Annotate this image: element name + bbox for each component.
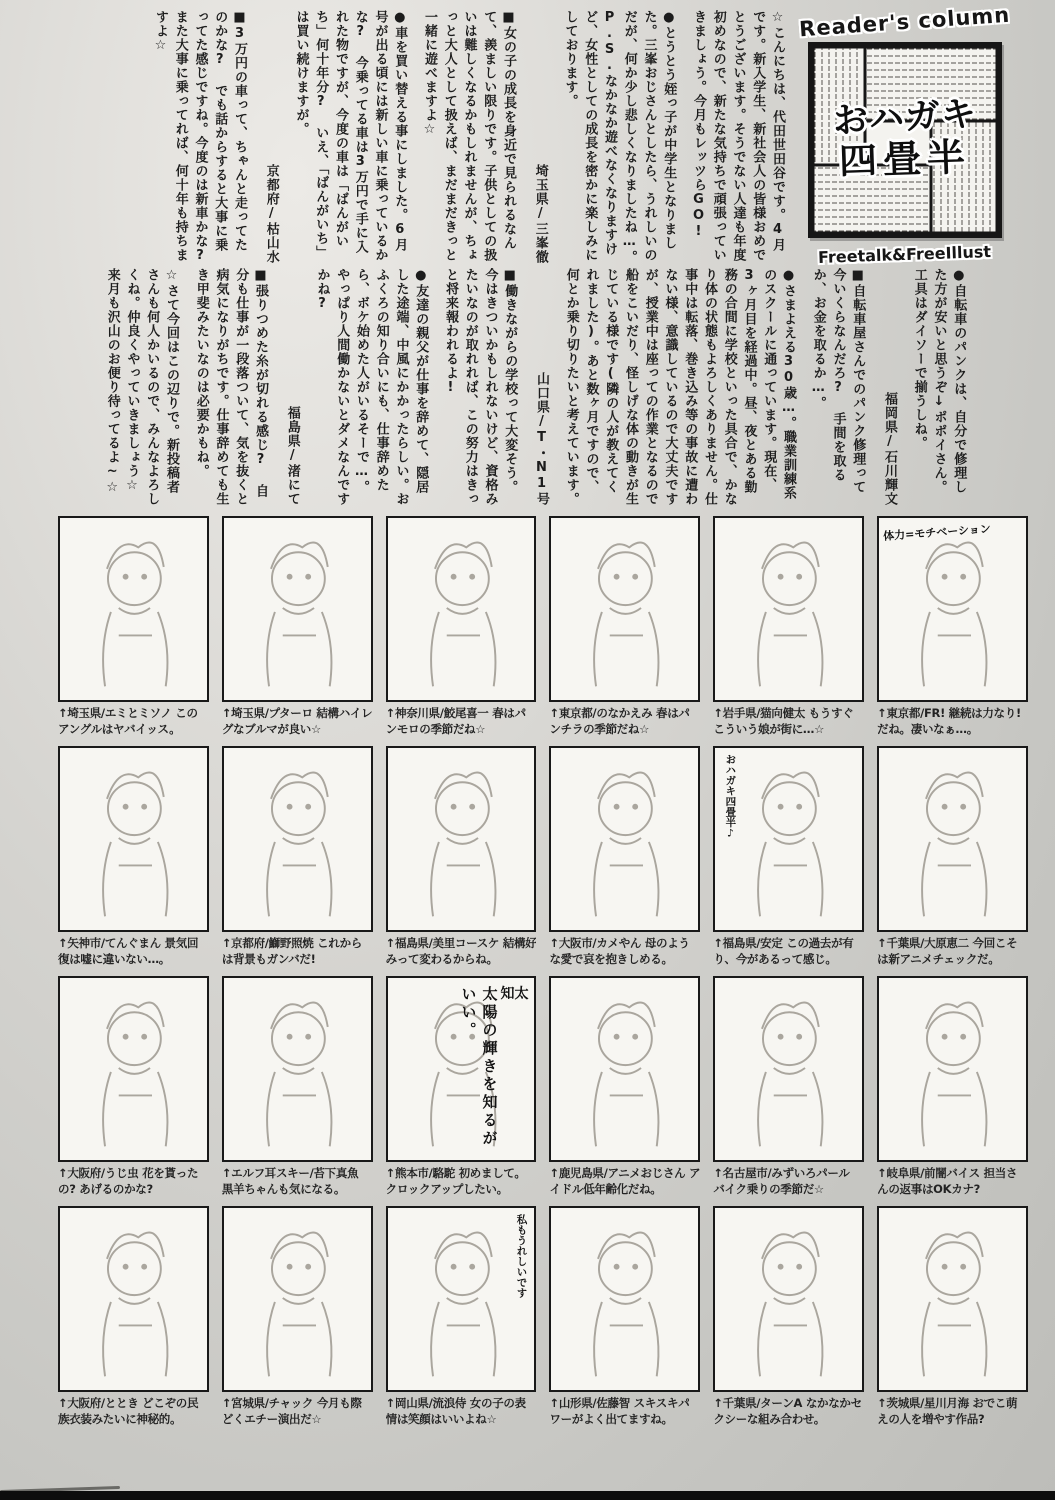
page-edge-bar (0, 1491, 1055, 1500)
panel-caption: ↑岐阜県/前闇バイス 担当さんの返事はOKカナ? (877, 1166, 1018, 1197)
gallery-row-3 (58, 976, 1028, 1199)
gallery-cell (58, 516, 209, 739)
fan-art-panel (877, 516, 1028, 702)
panel-caption: ↑エルフ耳スキー/苔下真魚 黒羊ちゃんも気になる。 (221, 1166, 359, 1197)
reader-letter: ●とうとう姪っ子が中学生となりました。三峯おじさんとしたら、うれしいのだが、何か少し悲しくなりましたね…。P.S.なかなか遊べなくなりますけど、女性としての成長を密かに楽しみにしております。 (562, 10, 677, 264)
panel-caption: ↑京都府/鰤野照焼 これからは背景もガンバだ! (221, 936, 362, 967)
fan-art-panel (713, 746, 864, 932)
editor-reply: ■働きながらの学校って大変そう。今はきついかもしれないけど、資格みたいなのが取れれば、この努力はきっと将来報われるよ! (443, 268, 518, 506)
gallery-cell (386, 976, 537, 1199)
handwritten-note: おハガキ四畳半♪ (724, 754, 737, 840)
fan-art-panel (549, 746, 700, 932)
panel-caption: ↑大阪府/うじ虫 花を貰ったの? あげるのかな? (58, 1166, 199, 1197)
gallery-cell (58, 746, 209, 969)
gallery-cell (713, 516, 864, 739)
editor-reply: ■3万円の車って、ちゃんと走ってたのかな? でも話からすると大事に乗ってた感じですね。今度のは新車かな? また大事に乗ってれば、何十年も持ちますよ☆ (153, 10, 247, 264)
gallery-cell (386, 1206, 537, 1429)
illustration-placeholder (715, 978, 862, 1160)
illustration-placeholder (224, 978, 371, 1160)
panel-caption: ↑名古屋市/みずいろパール バイク乗りの季節だ☆ (713, 1166, 850, 1197)
gallery-cell (877, 976, 1028, 1199)
fan-art-panel (713, 516, 864, 702)
illustration-placeholder (60, 1208, 207, 1390)
gallery-cell (549, 976, 700, 1199)
gallery-row-1 (58, 516, 1028, 739)
letter-attribution: 京都府/枯山水 (263, 164, 279, 264)
fan-art-panel (222, 746, 373, 932)
panel-caption: ↑岩手県/猫向健太 もうすぐこういう娘が街に…☆ (713, 706, 854, 737)
illustration-placeholder (551, 1208, 698, 1390)
letter-attribution: 福島県/渚にて (284, 406, 300, 506)
gallery-row-4 (58, 1206, 1028, 1429)
fan-art-panel (877, 746, 1028, 932)
editor-reply: ■張りつめた糸が切れる感じ? 自分も仕事が一段落ついて、気を抜くと病気になりがちです。仕事辞めても生き甲斐みたいなのは必要かもね。 (193, 268, 268, 506)
editor-closing: ☆さて今回はこの辺りで。新投稿者さんも何人かいるので、みんなよろしくね。仲良くやっていきましょう☆ 来月も沢山のお便り待ってるよ~☆ (104, 268, 179, 506)
panel-caption: ↑埼玉県/エミとミソノ このアングルはヤバイッス。 (58, 706, 198, 737)
gallery-cell (58, 976, 209, 1199)
fan-art-panel (386, 516, 537, 702)
illustration-placeholder (551, 518, 698, 700)
panel-caption: ↑山形県/佐藤智 スキスキパワーがよく出てますね。 (549, 1396, 690, 1427)
fan-art-panel (877, 1206, 1028, 1392)
reader-letter: ●車を買い替える事にしました。6月号が出る頃には新しい車に乗っているかな? 今乗ってる車は3万円で手に入れた物ですが、今度の車は「ばんがいち」何十年分? いえ、「ばんがいち」は買い続けますが。 (293, 10, 408, 262)
gallery-cell (222, 516, 373, 739)
gallery-cell (713, 1206, 864, 1429)
illustration-placeholder (60, 748, 207, 930)
fan-art-panel (58, 746, 209, 932)
illustration-placeholder (715, 518, 862, 700)
handwritten-note: 私もうれしいです (515, 1214, 528, 1298)
gallery-cell (713, 976, 864, 1199)
illustration-placeholder (388, 518, 535, 700)
fan-art-panel (386, 1206, 537, 1392)
fan-art-panel (713, 976, 864, 1162)
fan-art-panel (58, 1206, 209, 1392)
panel-caption: ↑宮城県/チャック 今月も際どくエチー演出だ☆ (221, 1396, 362, 1427)
fan-art-panel (549, 1206, 700, 1392)
fan-art-panel (58, 516, 209, 702)
reader-letters-band-2 (92, 268, 968, 506)
fan-art-panel (713, 1206, 864, 1392)
fan-art-panel (222, 1206, 373, 1392)
column-title-line2: 四畳半 (838, 135, 972, 184)
illustration-placeholder (879, 748, 1026, 930)
fan-art-panel (386, 746, 537, 932)
illustration-placeholder (551, 978, 698, 1160)
letter-attribution: 埼玉県/三峯徹 (532, 164, 548, 264)
panel-caption: ↑岡山県/流浪侍 女の子の表情は笑顔はいいよね☆ (385, 1396, 526, 1427)
illustration-placeholder (60, 978, 207, 1160)
panel-caption: ↑福島県/美里コースケ 結構好みって変わるからね。 (385, 936, 537, 967)
editor-reply: ■女の子の成長を身近で見られるなんて、羨ましい限りです。子供としての扱いは難しくなるかもしれませんが、ちょっと大人として扱えば、まだまだきっと一緒に遊べますよ☆ (422, 10, 516, 262)
panel-caption: ↑福島県/安定 この過去が有り、今があるって感じ。 (713, 936, 854, 967)
reader-letter: ●自転車のパンクは、自分で修理した方が安いと思うぞ↓ポポイさん。工具はダイソーで揃うしね。 (911, 268, 967, 494)
gallery-cell (877, 516, 1028, 739)
illustration-placeholder (224, 518, 371, 700)
gallery-cell (713, 746, 864, 969)
panel-caption: ↑東京都/のなかえみ 春はパンチラの季節だね☆ (549, 706, 690, 737)
editor-reply: ■自転車屋さんでのパンク修理って今いくらなんだろ? 手間を取るか、お金を取るか…。 (810, 268, 866, 494)
reader-letter: ●友達の親父が仕事を辞めて、隠居した途端、中風にかかったらしい。おふくろの知り合いにも、仕事辞めたら、ボケ始めた人がいるそーで…。やっぱり人間働かないとダメなんですかね? (314, 268, 429, 506)
letter-attribution: 福岡県/石川輝文 (882, 392, 897, 506)
panel-caption: ↑神奈川県/鮫尾喜一 春はパンモロの季節だね☆ (385, 706, 526, 737)
illustration-placeholder (388, 748, 535, 930)
fan-art-panel (58, 976, 209, 1162)
fan-art-panel (222, 976, 373, 1162)
column-title (813, 47, 997, 233)
gallery-row-2 (58, 746, 1028, 969)
fan-art-gallery (0, 506, 1055, 1429)
panel-caption: ↑大阪市/カメやん 母のような愛で哀を抱きしめる。 (549, 936, 690, 967)
gallery-cell (549, 516, 700, 739)
ohagaki-title-box (808, 42, 1002, 238)
illustration-placeholder (224, 1208, 371, 1390)
panel-caption: ↑千葉県/大原恵二 今回こそは新アニメチェックだ。 (877, 936, 1018, 967)
panel-caption: ↑千葉県/ターンA なかなかセクシーな組み合わせ。 (713, 1396, 862, 1427)
fan-art-panel (549, 516, 700, 702)
fan-art-panel (549, 976, 700, 1162)
letter-attribution: 山口県/T・N1号 (534, 372, 549, 506)
illustration-placeholder (715, 1208, 862, 1390)
gallery-cell (549, 746, 700, 969)
gallery-cell (549, 1206, 700, 1429)
panel-caption: ↑大阪府/ととき どこぞの民族衣装みたいに神秘的。 (58, 1396, 199, 1427)
illustration-placeholder (388, 1208, 535, 1390)
gallery-cell (222, 976, 373, 1199)
panel-caption: ↑熊本市/駱駝 初めまして。クロックアップしたい。 (385, 1166, 526, 1197)
column-header (798, 2, 1012, 268)
reader-letter: ☆こんにちは、代田世田谷です。4月です。新入学生、新社会人の皆様おめでとうございます。そうでない人達も年度初めなので、新たな気持ちで頑張っていきましょう。今月もレッツらGO! (691, 10, 785, 262)
handwritten-note: 知太 (500, 986, 529, 1002)
gallery-cell (58, 1206, 209, 1429)
column-title-line1: おハガキ (832, 93, 978, 142)
gallery-cell (386, 746, 537, 969)
panel-caption: ↑矢神市/てんぐまん 景気回復は嘘に違いない…。 (58, 936, 199, 967)
illustration-placeholder (224, 748, 371, 930)
panel-caption: ↑埼玉県/プターロ 結構ハイレグなブルマが良い☆ (221, 706, 373, 737)
handwritten-quote: 太陽の輝きを知るがいい。 (459, 986, 499, 1148)
panel-caption: ↑東京都/FR! 継続は力なり! だね。凄いなぁ…。 (877, 706, 1021, 737)
panel-caption: ↑茨城県/星川月海 おでこ萌えの人を増やす作品? (877, 1396, 1018, 1427)
illustration-placeholder (551, 748, 698, 930)
top-letters-row (0, 0, 1055, 268)
gallery-cell (222, 746, 373, 969)
fan-art-panel (386, 976, 537, 1162)
readers-column-logo: Reader's column (798, 2, 1012, 42)
fan-art-panel (222, 516, 373, 702)
fan-art-panel (877, 976, 1028, 1162)
panel-caption: ↑鹿児島県/アニメおじさん アイドル低年齢化だね。 (549, 1166, 701, 1197)
illustration-placeholder (879, 1208, 1026, 1390)
illustration-placeholder (879, 978, 1026, 1160)
gallery-cell (386, 516, 537, 739)
reader-letter: ●さまよえる30歳…。職業訓練系のスクールに通っています。現在、3ヶ月目を経過中。昼、夜とある勤務の合間に学校といった具合で、かなり体の状態もよろしくありません。仕事中は転落、巻き込み等の事故に遭わない様、意識しているので大丈夫ですが、授業中は座っての作業となるので船をこいだり、怪しげな体の動きが生じている様です(隣の人が教えてくれました)。あと数ヶ月ですので、何とか乗り切りたいと考えています。 (563, 268, 796, 506)
freetalk-freeillust-label: Freetalk&FreeIllust (818, 241, 992, 268)
gallery-cell (877, 746, 1028, 969)
gallery-cell (222, 1206, 373, 1429)
handwritten-note: 体力=モチベーション (882, 522, 992, 543)
illustration-placeholder (879, 518, 1026, 700)
illustration-placeholder (60, 518, 207, 700)
reader-letters-band-1 (92, 10, 787, 264)
gallery-cell (877, 1206, 1028, 1429)
